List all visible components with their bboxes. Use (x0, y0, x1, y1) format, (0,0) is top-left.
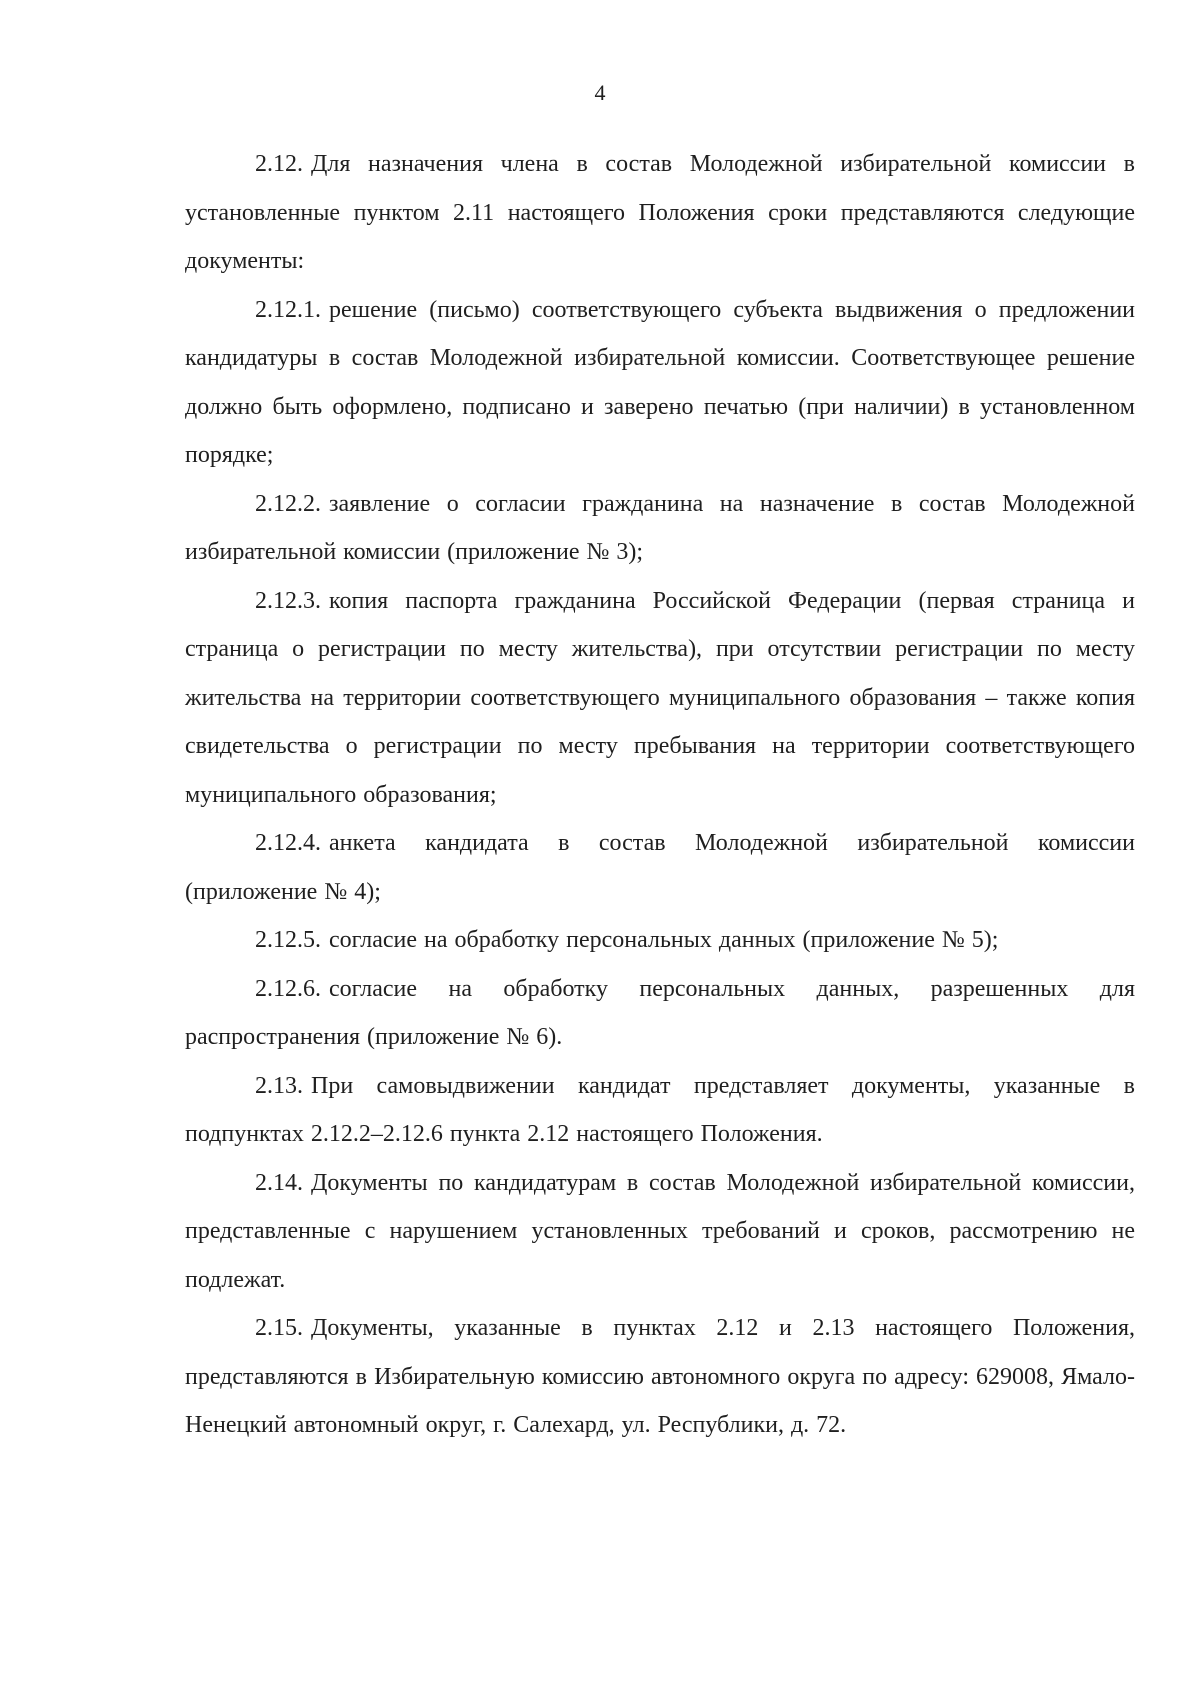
paragraph-2-12-5 (185, 916, 1135, 965)
paragraph-text: При самовыдвижении кандидат представляет документы, указанные в подпунктах 2.12.2–2.12.6 пункта 2.12 настоящего Положения. (185, 1072, 1135, 1147)
paragraph-text: копия паспорта гражданина Российской Федерации (первая страница и страница о регистрации по месту жительства), при отсутствии регистрации по месту жительства на территории соответствующего муниципального образования – также копия свидетельства о регистрации по месту пребывания на территории соответствующего муниципального образования; (185, 587, 1135, 808)
paragraph-2-12 (185, 140, 1135, 286)
document-body (185, 140, 1135, 1450)
paragraph-2-12-6 (185, 965, 1135, 1062)
paragraph-number: 2.14. (255, 1169, 303, 1196)
paragraph-text: Документы по кандидатурам в состав Молодежной избирательной комиссии, представленные с нарушением установленных требований и сроков, рассмотрению не подлежат. (185, 1169, 1135, 1293)
paragraph-number: 2.15. (255, 1315, 303, 1341)
paragraph-number: 2.12. (255, 151, 303, 177)
paragraph-number: 2.12.1. (255, 296, 321, 323)
paragraph-text: Для назначения члена в состав Молодежной избирательной комиссии в установленные пунктом 2.11 настоящего Положения сроки представляются следующие документы: (185, 151, 1135, 274)
paragraph-2-15 (185, 1304, 1135, 1450)
paragraph-number: 2.12.5. (255, 927, 321, 953)
paragraph-number: 2.12.3. (255, 587, 321, 614)
paragraph-text: Документы, указанные в пунктах 2.12 и 2.13 настоящего Положения, представляются в Избирательную комиссию автономного округа по адресу: 629008, Ямало-Ненецкий автономный округ, г. Салехард, ул. Республики, д. 72. (185, 1315, 1135, 1438)
paragraph-number: 2.13. (255, 1072, 303, 1099)
page-number: 4 (594, 80, 606, 105)
paragraph-2-14 (185, 1159, 1135, 1305)
paragraph-2-12-3 (185, 577, 1135, 820)
paragraph-text: согласие на обработку персональных данных (приложение № 5); (329, 927, 999, 953)
paragraph-text: заявление о согласии гражданина на назначение в состав Молодежной избирательной комиссии (приложение № 3); (185, 490, 1135, 565)
paragraph-2-12-4 (185, 819, 1135, 916)
paragraph-2-12-2 (185, 480, 1135, 577)
paragraph-text: согласие на обработку персональных данных, разрешенных для распространения (приложение № 6). (185, 975, 1135, 1050)
paragraph-2-12-1 (185, 286, 1135, 480)
paragraph-number: 2.12.2. (255, 490, 321, 517)
paragraph-text: решение (письмо) соответствующего субъекта выдвижения о предложении кандидатуры в состав Молодежной избирательной комиссии. Соответствующее решение должно быть оформлено, подписано и заверено печатью (при наличии) в установленном порядке; (185, 296, 1135, 468)
paragraph-2-13 (185, 1062, 1135, 1159)
paragraph-number: 2.12.4. (255, 830, 321, 856)
paragraph-text: анкета кандидата в состав Молодежной избирательной комиссии (приложение № 4); (185, 830, 1135, 905)
paragraph-number: 2.12.6. (255, 975, 321, 1002)
